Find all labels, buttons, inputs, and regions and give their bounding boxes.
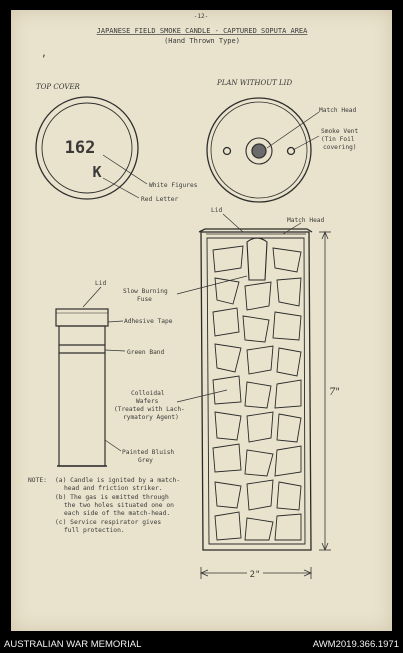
- annotation-red-letter: Red Letter: [141, 196, 179, 203]
- page-mark: -12-: [193, 13, 209, 20]
- annotation-covering: covering): [323, 144, 357, 151]
- annotation-fuse: Fuse: [137, 296, 152, 303]
- note-line-1: (a) Candle is ignited by a match-: [55, 477, 181, 484]
- section-view-leaders: [177, 223, 301, 402]
- annotation-tin-foil: (Tin Foil: [321, 136, 355, 143]
- section-lid-label: Lid: [211, 207, 223, 214]
- cover-number: 162: [64, 138, 96, 158]
- annotation-green-band: Green Band: [127, 349, 165, 356]
- diagram-canvas: [11, 10, 392, 631]
- archive-footer: [0, 637, 403, 653]
- annotation-painted: Painted Bluish: [122, 449, 175, 456]
- plan-view-label: PLAN WITHOUT LID: [217, 79, 293, 87]
- annotation-smoke-vent: Smoke Vent: [321, 128, 359, 135]
- annotation-white-figures: White Figures: [149, 182, 198, 189]
- top-cover-leaders: [103, 155, 147, 198]
- top-cover-label: TOP COVER: [36, 83, 80, 91]
- annotation-wafers: Wafers: [136, 398, 159, 405]
- annotation-grey: Grey: [138, 457, 153, 464]
- note-line-4: the two holes situated one on: [64, 502, 174, 509]
- document-title: JAPANESE FIELD SMOKE CANDLE - CAPTURED SOPUTA AREA: [96, 27, 308, 35]
- section-view-drawing: [199, 229, 312, 550]
- annotation-adhesive-tape: Adhesive Tape: [124, 318, 173, 325]
- note-line-3: (b) The gas is emitted through: [55, 494, 169, 501]
- document-subtitle: (Hand Thrown Type): [164, 37, 240, 45]
- annotation-colloidal: Colloidal: [131, 390, 165, 397]
- section-match-head-label: Match Head: [287, 217, 325, 224]
- plan-view-drawing: [207, 98, 311, 202]
- document-page: [11, 10, 392, 631]
- side-lid-label: Lid: [95, 280, 107, 287]
- side-view-leaders: [105, 321, 125, 451]
- side-lid-leader: [83, 287, 101, 307]
- annotation-match-head: Match Head: [319, 107, 357, 114]
- annotation-slow-burning: Slow Burning: [123, 288, 168, 295]
- annotation-agent: rymatory Agent): [123, 414, 179, 421]
- note-line-7: full protection.: [64, 527, 125, 534]
- annotation-treated: (Treated with Lach-: [114, 406, 185, 413]
- footer-accession-number: AWM2019.366.1971: [312, 639, 399, 650]
- width-dim-label: 2": [249, 570, 261, 580]
- note-line-6: (c) Service respirator gives: [55, 519, 162, 526]
- notes-heading: NOTE:: [28, 477, 47, 484]
- cover-letter: K: [92, 163, 102, 181]
- footer-institution: AUSTRALIAN WAR MEMORIAL: [4, 639, 142, 650]
- side-view-drawing: [56, 309, 108, 466]
- note-line-2: head and friction striker.: [64, 485, 163, 492]
- note-line-5: each side of the match-head.: [64, 510, 171, 517]
- margin-mark: ,: [41, 48, 48, 59]
- height-dim-label: 7": [329, 387, 340, 398]
